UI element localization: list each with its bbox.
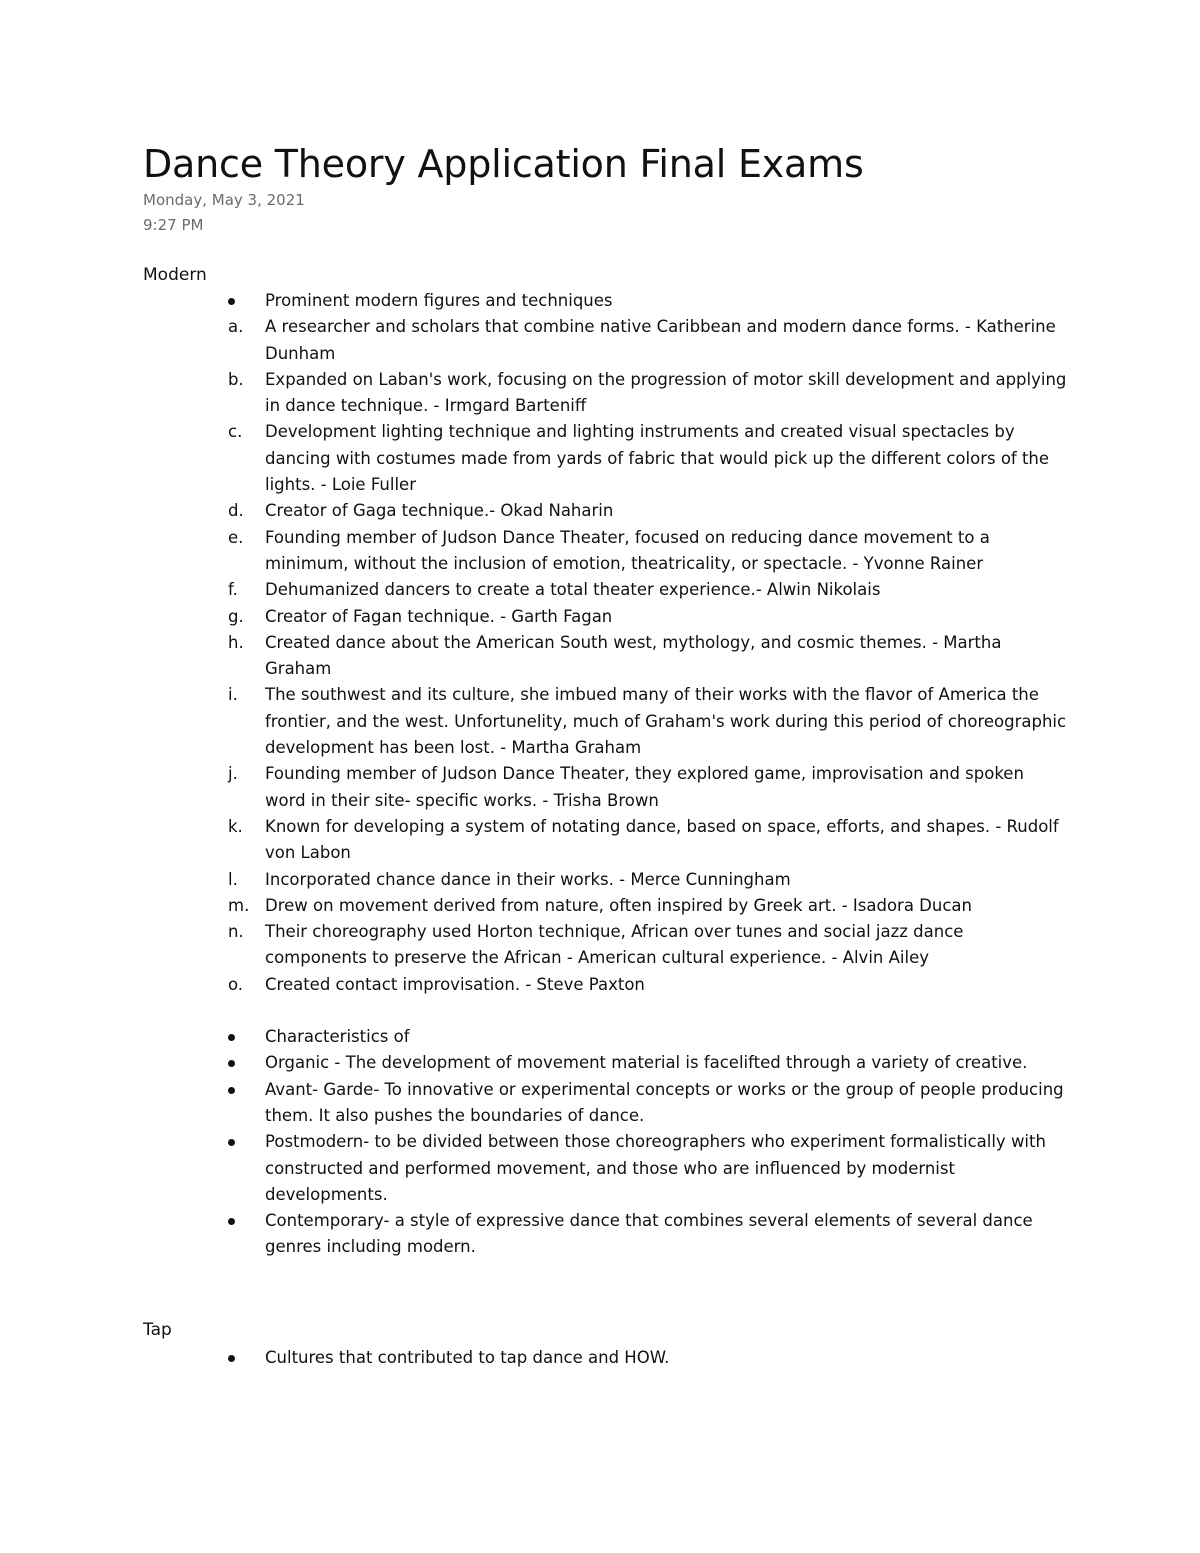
- list-marker: g.: [228, 606, 244, 626]
- list-marker: d.: [228, 501, 244, 521]
- figure-text: A researcher and scholars that combine native Caribbean and modern dance forms. - Katherine Dunham: [265, 317, 1056, 363]
- figure-text: Known for developing a system of notating dance, based on space, efforts, and shapes. - Rudolf von Labon: [265, 816, 1059, 863]
- page-title: Dance Theory Application Final Exams: [143, 142, 864, 186]
- figure-item: [228, 525, 1068, 578]
- list-item: [228, 1345, 1068, 1371]
- figure-item: [228, 814, 1068, 867]
- characteristic-text: Postmodern- to be divided between those choreographers who experiment formalistically with constructed and performed movement, and those who are influenced by modernist developments.: [265, 1132, 1046, 1204]
- figure-item: [228, 604, 1068, 630]
- figure-text: Created dance about the American South west, mythology, and cosmic themes. - Martha Graham: [265, 632, 1002, 679]
- figure-item: [228, 682, 1068, 761]
- list-marker: o.: [228, 974, 244, 994]
- characteristic-item: [228, 1024, 1068, 1050]
- characteristic-text: Characteristics of: [265, 1027, 410, 1047]
- list-marker: c.: [228, 422, 243, 442]
- bullet-icon: [228, 1034, 235, 1041]
- figure-item: [228, 498, 1068, 524]
- list-marker: j.: [228, 764, 238, 784]
- list-marker: k.: [228, 816, 243, 836]
- list-spacer: [228, 998, 1068, 1024]
- list-marker: h.: [228, 632, 244, 652]
- figure-text: Incorporated chance dance in their works. - Merce Cunningham: [265, 869, 791, 889]
- figure-item: [228, 867, 1068, 893]
- figure-item: [228, 893, 1068, 919]
- bullet-icon: [228, 1087, 235, 1094]
- figure-text: Founding member of Judson Dance Theater, they explored game, improvisation and spoken word in their site- specific works. - Trisha Brown: [265, 764, 1024, 810]
- figure-text: Their choreography used Horton technique, African over tunes and social jazz dance components to preserve the African - American cultural experience. - Alvin Ailey: [265, 922, 964, 968]
- figure-item: [228, 314, 1068, 367]
- list-marker: b.: [228, 369, 244, 389]
- figure-text: Drew on movement derived from nature, often inspired by Greek art. - Isadora Ducan: [265, 895, 972, 915]
- figure-text: Creator of Fagan technique. - Garth Fagan: [265, 606, 613, 626]
- figure-item: [228, 972, 1068, 998]
- list-marker: e.: [228, 527, 244, 547]
- figure-item: [228, 919, 1068, 972]
- list-marker: n.: [228, 922, 244, 942]
- figure-item: [228, 577, 1068, 603]
- list-item-text: Prominent modern figures and techniques: [265, 291, 613, 310]
- characteristic-text: Contemporary- a style of expressive dance that combines several elements of several dance genres including modern.: [265, 1211, 1033, 1257]
- characteristic-item: [228, 1050, 1068, 1076]
- modern-list: [228, 288, 1068, 1261]
- figure-text: Expanded on Laban's work, focusing on the progression of motor skill development and applying in dance technique. - Irmgard Barteniff: [265, 369, 1067, 416]
- list-item-text: Cultures that contributed to tap dance and HOW.: [265, 1348, 670, 1367]
- figure-item: [228, 419, 1068, 498]
- figure-text: Development lighting technique and lighting instruments and created visual spectacles by dancing with costumes made from yards of fabric that would pick up the different colors of the lights. - Loie Fuller: [265, 422, 1050, 495]
- bullet-icon: [228, 1218, 235, 1225]
- figure-text: Dehumanized dancers to create a total theater experience.- Alwin Nikolais: [265, 580, 881, 600]
- figure-item: [228, 630, 1068, 683]
- figure-item: [228, 367, 1068, 420]
- figure-text: Created contact improvisation. - Steve Paxton: [265, 974, 645, 994]
- tap-list: [228, 1345, 1068, 1371]
- bullet-icon: [228, 1355, 235, 1362]
- list-marker: i.: [228, 685, 238, 705]
- list-marker: f.: [228, 580, 238, 600]
- note-time: 9:27 PM: [143, 216, 204, 234]
- figure-text: Founding member of Judson Dance Theater, focused on reducing dance movement to a minimum, without the inclusion of emotion, theatricality, or spectacle. - Yvonne Rainer: [265, 527, 990, 573]
- figure-item: [228, 761, 1068, 814]
- characteristic-item: [228, 1129, 1068, 1208]
- list-marker: a.: [228, 317, 244, 337]
- section-heading-tap: Tap: [143, 1320, 172, 1340]
- characteristic-item: [228, 1077, 1068, 1130]
- bullet-icon: [228, 1060, 235, 1067]
- list-marker: m.: [228, 895, 250, 915]
- characteristic-text: Avant- Garde- To innovative or experimental concepts or works or the group of people producing them. It also pushes the boundaries of dance.: [265, 1079, 1064, 1125]
- bullet-icon: [228, 298, 235, 305]
- characteristic-text: Organic - The development of movement material is facelifted through a variety of creative.: [265, 1053, 1028, 1073]
- list-item: [228, 288, 1068, 314]
- characteristic-item: [228, 1208, 1068, 1261]
- figure-text: The southwest and its culture, she imbued many of their works with the flavor of America the frontier, and the west. Unfortunelity, much of Graham's work during this period of choreographic development has been lost. - Martha Graham: [265, 685, 1067, 758]
- list-marker: l.: [228, 869, 238, 889]
- note-date: Monday, May 3, 2021: [143, 191, 305, 209]
- bullet-icon: [228, 1139, 235, 1146]
- section-heading-modern: Modern: [143, 265, 207, 285]
- figure-text: Creator of Gaga technique.- Okad Naharin: [265, 501, 614, 521]
